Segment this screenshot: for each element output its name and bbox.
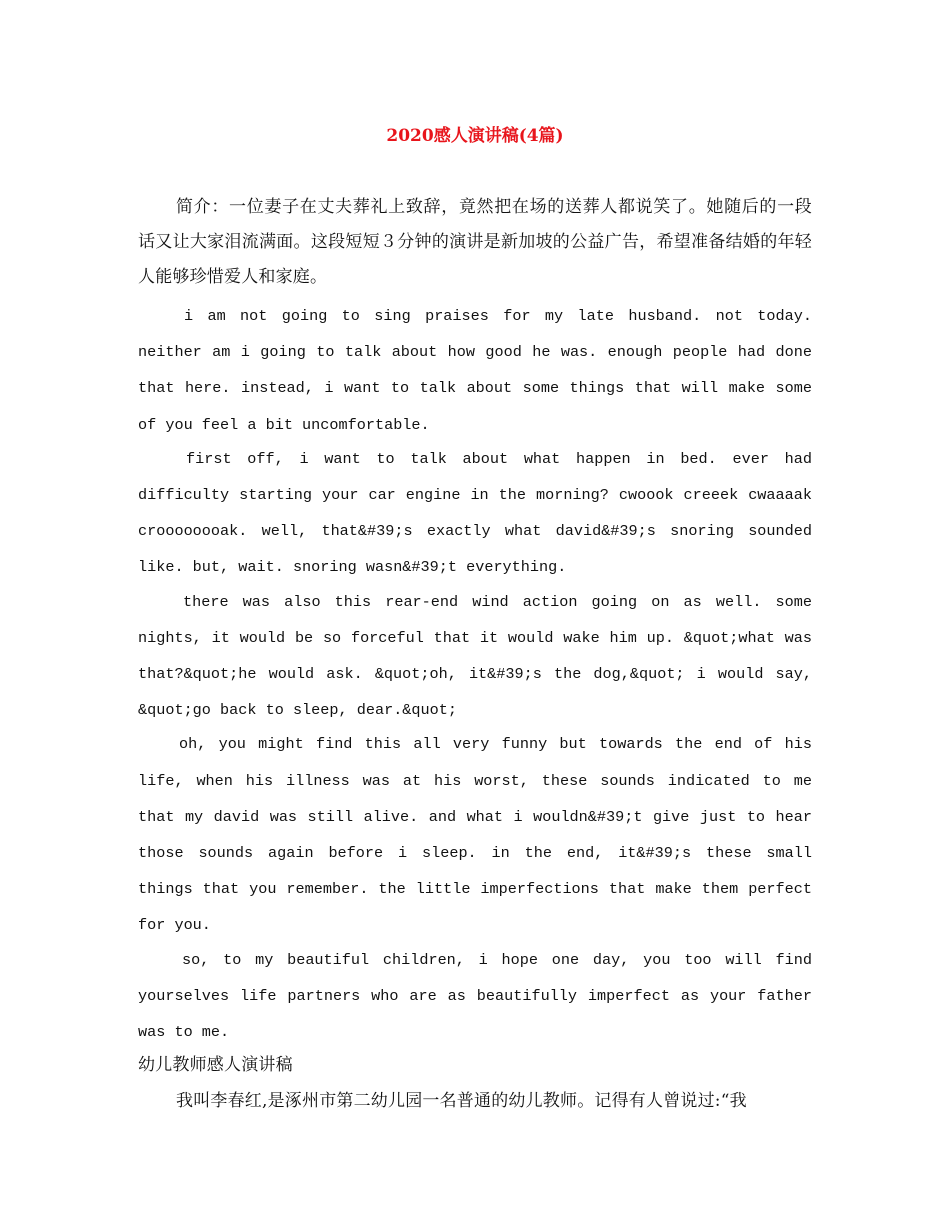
intro-paragraph: 简介：一位妻子在丈夫葬礼上致辞，竟然把在场的送葬人都说笑了。她随后的一段话又让大家泪流满面。这段短短３分钟的演讲是新加坡的公益广告，希望准备结婚的年轻人能够珍惜爱人和家庭。: [138, 197, 812, 287]
speech-paragraph-5: so, to my beautiful children, i hope one day, you too will find yourselves life partners who are as beautifully imperfect as your father was to me.: [138, 950, 812, 1042]
speech-paragraph-3: there was also this rear-end wind action going on as well. some nights, it would be so forceful that it would wake him up. &quot;what was that?&quot;he would ask. &quot;oh, it&#39;s the dog,&quot; i would say, &quot;go back to sleep, dear.&quot;: [138, 592, 812, 720]
section-heading: 幼儿教师感人演讲稿: [138, 1055, 293, 1076]
speech-paragraph-1: i am not going to sing praises for my late husband. not today. neither am i going to talk about how good he was. enough people had done that here. instead, i want to talk about some things that will make some of you feel a bit uncomfortable.: [138, 307, 812, 434]
speech-paragraph-4: oh, you might find this all very funny but towards the end of his life, when his illness was at his worst, these sounds indicated to me that my david was still alive. and what i wouldn&#39;t give just to hear those sounds again before i sleep. in the end, it&#39;s these small things that you remember. the little imperfections that make them perfect for you.: [138, 735, 812, 935]
document-body: [138, 190, 812, 1119]
speech-paragraph-2: first off, i want to talk about what happen in bed. ever had difficulty starting your car engine in the morning? cwoook creeek cwaaaak croooooooak. well, that&#39;s exactly what david&#39;s snoring sounded like. but, wait. snoring wasn&#39;t everything.: [138, 449, 812, 577]
document-title: 2020感人演讲稿(4篇): [386, 126, 564, 146]
section-paragraph: 我叫李春红,是涿州市第二幼儿园一名普通的幼儿教师。记得有人曾说过:“我: [176, 1091, 747, 1112]
